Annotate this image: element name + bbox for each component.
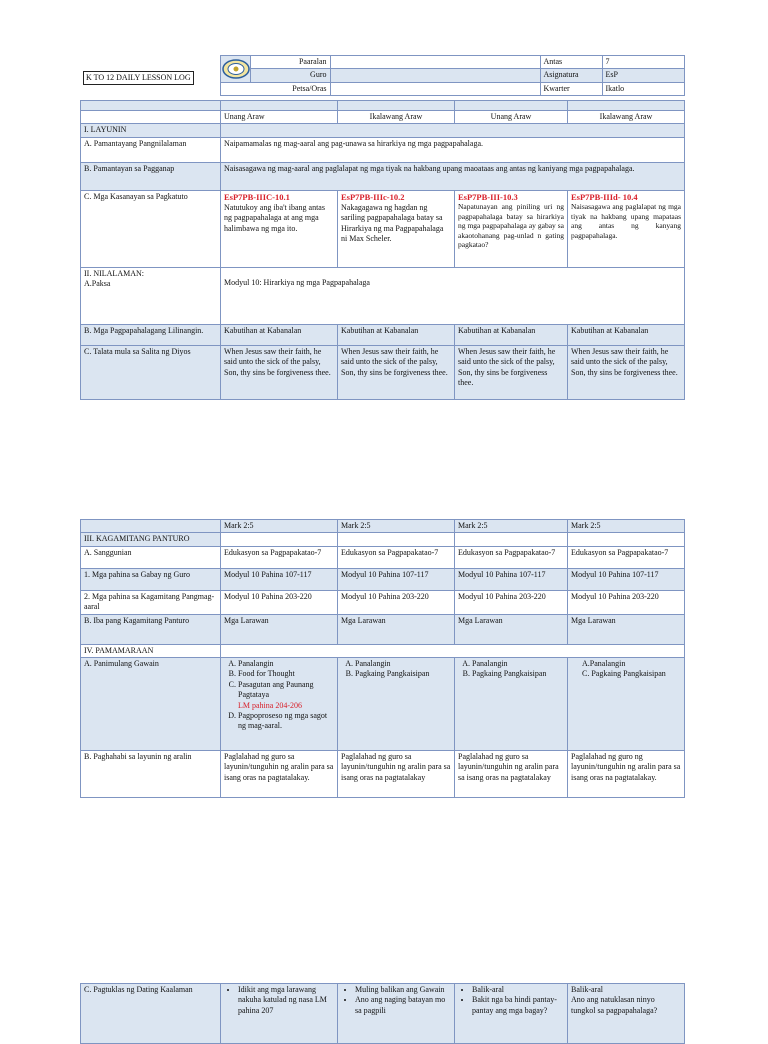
paksa-text: Modyul 10: Hirarkiya ng mga Pagpapahalaga — [221, 267, 685, 324]
list-item: Ano ang natuklasan ninyo tungkol sa pagpapahalaga? — [571, 995, 658, 1015]
kasanayan-label: C. Mga Kasanayan sa Pagkatuto — [81, 190, 221, 267]
list-item-text: Pasagutan ang Paunang Pagtataya — [238, 679, 314, 700]
gabay-value: Modyul 10 Pahina 107-117 — [221, 568, 338, 590]
kasanayan-day-4 — [568, 190, 685, 267]
list-item: • Ano ang naging batayan mo sa pagpili — [355, 995, 451, 1016]
list-item: A. Panalangin — [472, 659, 564, 669]
talata-value: When Jesus saw their faith, he said unto the sick of the palsy, Son, thy sins be forgiveness thee. — [568, 345, 685, 399]
talata-value: When Jesus saw their faith, he said unto the sick of the palsy, Son, thy sins be forgiveness thee. — [455, 345, 568, 399]
teacher-value — [330, 69, 540, 82]
pagpapahalaga-value: Kabutihan at Kabanalan — [568, 324, 685, 345]
panimula-label: A. Panimulang Gawain — [81, 657, 221, 750]
paksa-label: A.Paksa — [84, 279, 111, 289]
kagamitang-value: Modyul 10 Pahina 203-220 — [338, 590, 455, 614]
iba-value: Mga Larawan — [455, 614, 568, 644]
school-seal-cell — [220, 56, 250, 83]
kagamitang-label: 2. Mga pahina sa Kagamitang Pangmag-aaral — [81, 590, 221, 614]
list-item: B. Food for Thought — [238, 669, 334, 679]
pagtuklas-day-1 — [221, 984, 338, 1044]
iba-value: Mga Larawan — [338, 614, 455, 644]
deped-seal-icon — [221, 59, 251, 79]
lm-page-reference: LM pahina 204-206 — [238, 700, 302, 710]
date-label: Petsa/Oras — [220, 82, 330, 95]
panimula-day-2 — [338, 657, 455, 750]
kagamitang-value: Modyul 10 Pahina 203-220 — [568, 590, 685, 614]
pagtuklas-day-2 — [338, 984, 455, 1044]
gabay-value: Modyul 10 Pahina 107-117 — [455, 568, 568, 590]
bible-reference: Mark 2:5 — [455, 520, 568, 533]
log-title: K TO 12 DAILY LESSON LOG — [83, 71, 194, 85]
kagamitan-heading: III. KAGAMITANG PANTURO — [81, 533, 221, 546]
paghahabi-value: Paglalahad ng guro sa layunin/tunguhin ng aralin para sa isang oras na pagtatalakay. — [221, 750, 338, 797]
teacher-label: Guro — [250, 69, 330, 82]
lesson-log-table-2 — [80, 519, 685, 798]
school-value — [330, 56, 540, 69]
lesson-log-table-1b — [80, 100, 685, 400]
paghahabi-value: Paglalahad ng guro ng layunin/tunguhin ng aralin para sa isang oras na pagtatalakay. — [568, 750, 685, 797]
list-item: • Idikit ang mga larawang nakuha katulad ng nasa LM pahina 207 — [238, 985, 334, 1016]
bible-reference: Mark 2:5 — [338, 520, 455, 533]
panimula-day-4 — [568, 657, 685, 750]
paghahabi-label: B. Paghahabi sa layunin ng aralin — [81, 750, 221, 797]
pagganap-label: B. Pamantayan sa Pagganap — [81, 162, 221, 190]
iba-value: Mga Larawan — [568, 614, 685, 644]
subject-label: Asignatura — [540, 69, 602, 82]
sanggunian-value: Edukasyon sa Pagpapakatao-7 — [221, 546, 338, 568]
competency-text: Napatunayan ang piniling uri ng pagpapahalaga batay sa hirarkiya ng mga pagpapahalaga ay gabay sa akaotohanang pag-unlad n gating pagkatao? — [458, 202, 564, 249]
quarter-label: Kwarter — [540, 82, 602, 95]
competency-code: EsP7PB-IIIc-10.2 — [341, 191, 405, 202]
kasanayan-day-1 — [221, 190, 338, 267]
list-item: • Bakit nga ba hindi pantay-pantay ang mga bagay? — [472, 995, 564, 1016]
list-item: D. Pagpoproseso ng mga sagot ng mag-aaral. — [238, 711, 334, 732]
paghahabi-value: Paglalahad ng guro sa layunin/tunguhin ng aralin para sa isang oras na pagtatalakay — [338, 750, 455, 797]
list-item: • Balik-aral — [472, 985, 564, 995]
panimula-day-3 — [455, 657, 568, 750]
grade-label: Antas — [540, 56, 602, 69]
nilalaman-heading: II. NILALAMAN: — [84, 268, 144, 278]
competency-code: EsP7PB-IIIC-10.1 — [224, 191, 290, 202]
iba-label: B. Iba pang Kagamitang Panturo — [81, 614, 221, 644]
list-item: • Muling balikan ang Gawain — [355, 985, 451, 995]
pagpapahalaga-value: Kabutihan at Kabanalan — [221, 324, 338, 345]
sanggunian-label: A. Sanggunian — [81, 546, 221, 568]
gabay-value: Modyul 10 Pahina 107-117 — [568, 568, 685, 590]
list-item — [238, 680, 334, 711]
list-item: B. Pagkaing Pangkaisipan — [355, 669, 451, 679]
school-label: Paaralan — [250, 56, 330, 69]
pangnilalaman-text: Naipamamalas ng mag-aaral ang pag-unawa sa hirarkiya ng mga pagpapahalaga. — [221, 137, 685, 162]
subject-value: EsP — [602, 69, 684, 82]
competency-code: EsP7PB-IIId- 10.4 — [571, 191, 638, 202]
competency-code: EsP7PB-III-10.3 — [458, 191, 518, 202]
list-item: B. Pagkaing Pangkaisipan — [472, 669, 564, 679]
day-header-4: Ikalawang Araw — [568, 111, 685, 124]
gabay-label: 1. Mga pahina sa Gabay ng Guro — [81, 568, 221, 590]
kagamitang-value: Modyul 10 Pahina 203-220 — [455, 590, 568, 614]
paghahabi-value: Paglalahad ng guro sa layunin/tunguhin ng aralin para sa isang oras na pagtatalakay — [455, 750, 568, 797]
quarter-value: Ikatlo — [602, 82, 684, 95]
lesson-log-table-1 — [80, 55, 685, 96]
talata-value: When Jesus saw their faith, he said unto the sick of the palsy, Son, thy sins be forgiveness thee. — [221, 345, 338, 399]
pangnilalaman-label: A. Pamantayang Pangnilalaman — [81, 137, 221, 162]
pagtuklas-day-4 — [568, 984, 685, 1044]
sanggunian-value: Edukasyon sa Pagpapakatao-7 — [338, 546, 455, 568]
date-value — [330, 82, 540, 95]
day-header-1: Unang Araw — [221, 111, 338, 124]
pagpapahalaga-value: Kabutihan at Kabanalan — [338, 324, 455, 345]
sanggunian-value: Edukasyon sa Pagpapakatao-7 — [455, 546, 568, 568]
kasanayan-day-3 — [455, 190, 568, 267]
list-item: A.Panalangin — [582, 658, 626, 668]
lesson-log-table-3 — [80, 983, 685, 1044]
kagamitang-value: Modyul 10 Pahina 203-220 — [221, 590, 338, 614]
list-item: C. Pagkaing Pangkaisipan — [582, 669, 666, 679]
talata-label: C. Talata mula sa Salita ng Diyos — [81, 345, 221, 399]
pagganap-text: Naisasagawa ng mag-aaral ang paglalapat ng mga tiyak na hakbang upang maoataas ang antas ng kaniyang mga pagpapahalaga. — [221, 162, 685, 190]
iba-value: Mga Larawan — [221, 614, 338, 644]
bible-reference: Mark 2:5 — [568, 520, 685, 533]
layunin-heading: I. LAYUNIN — [81, 124, 221, 137]
kasanayan-day-2 — [338, 190, 455, 267]
pagtuklas-day-3 — [455, 984, 568, 1044]
pagpapahalaga-label: B. Mga Pagpapahalagang Lilinangin. — [81, 324, 221, 345]
list-item: A. Panalangin — [238, 659, 334, 669]
sanggunian-value: Edukasyon sa Pagpapakatao-7 — [568, 546, 685, 568]
competency-text: Nakagagawa ng hagdan ng sariling pagpapahalaga batay sa Hirarkiya ng ma Pagpapahalaga ni Max Scheler. — [341, 202, 444, 243]
list-item: A. Panalangin — [355, 659, 451, 669]
log-title-cell — [80, 56, 220, 96]
pagpapahalaga-value: Kabutihan at Kabanalan — [455, 324, 568, 345]
talata-value: When Jesus saw their faith, he said unto the sick of the palsy, Son, thy sins be forgiveness thee. — [338, 345, 455, 399]
competency-text: Natutukoy ang iba't ibang antas ng pagpapahalaga at ang mga halimbawa ng mga ito. — [224, 202, 325, 233]
day-header-2: Ikalawang Araw — [338, 111, 455, 124]
gabay-value: Modyul 10 Pahina 107-117 — [338, 568, 455, 590]
grade-value: 7 — [602, 56, 684, 69]
panimula-day-1 — [221, 657, 338, 750]
bible-reference: Mark 2:5 — [221, 520, 338, 533]
pagtuklas-label: C. Pagtuklas ng Dating Kaalaman — [81, 984, 221, 1044]
day-header-3: Unang Araw — [455, 111, 568, 124]
competency-text: Naisasagawa ang paglalapat ng mga tiyak na hakbang upang mapataas ang antas ng kanyang pagpapahalaga. — [571, 202, 681, 240]
list-item: Balik-aral — [571, 985, 603, 994]
nilalaman-cell — [81, 267, 221, 324]
pamamaraan-heading: IV. PAMAMARAAN — [81, 644, 221, 657]
